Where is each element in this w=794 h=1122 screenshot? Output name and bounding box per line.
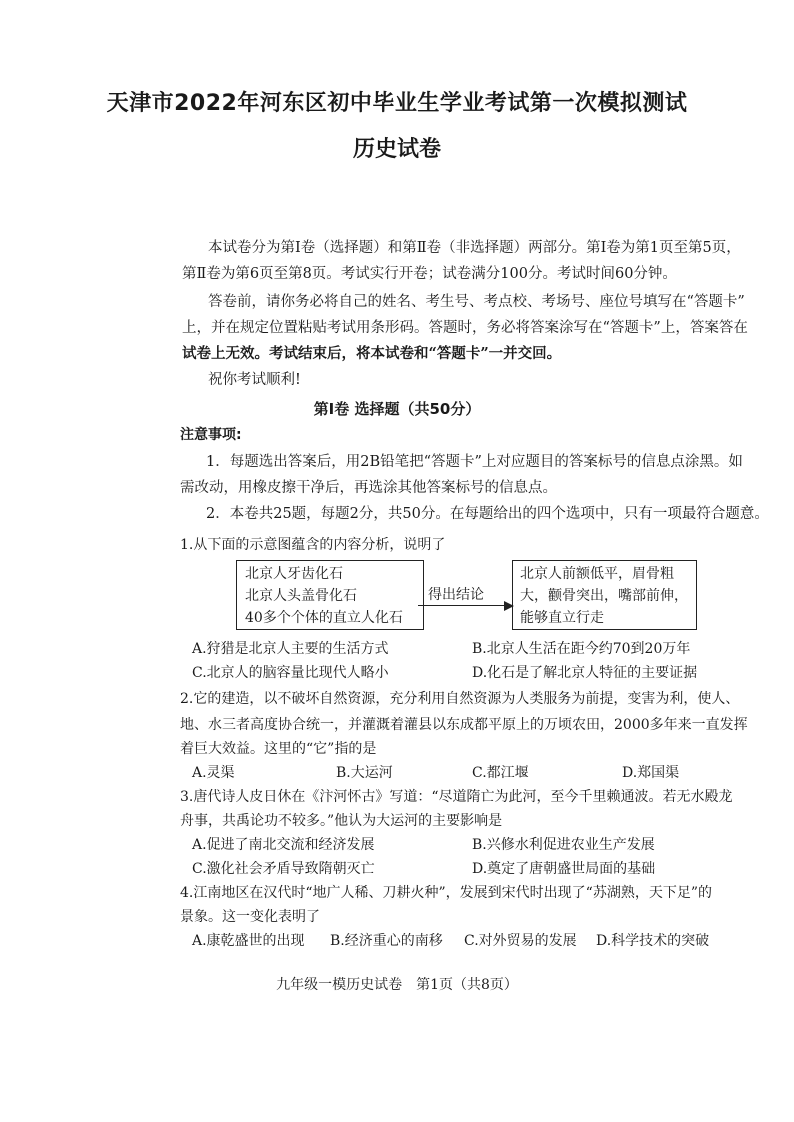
q1-option-b: B.北京人生活在距今约70到20万年 [472,641,691,657]
q1-option-c: C.北京人的脑容量比现代人略小 [192,665,389,681]
section-title: 第Ⅰ卷 选择题（共50分） [313,400,481,418]
q2-stem-line: 2.它的建造，以不破坏自然资源，充分利用自然资源为人类服务为前提，变害为利，使人、 [180,691,740,707]
q2-option-a: A.灵渠 [192,765,235,781]
q1-conclusion-line: 北京人前额低平，眉骨粗 [520,566,674,582]
q2-option-c: C.都江堰 [472,765,529,781]
q2-stem-line: 着巨大效益。这里的“它”指的是 [180,741,377,757]
q3-stem-line: 舟事，共禹论功不较多。”他认为大运河的主要影响是 [180,813,503,829]
q3-option-b: B.兴修水利促进农业生产发展 [472,837,655,853]
q1-conclusion-box [512,560,697,630]
q4-stem-line: 景象。这一变化表明了 [180,909,320,925]
q1-stem: 1.从下面的示意图蕴含的内容分析，说明了 [180,537,446,553]
exam-subtitle: 历史试卷 [352,137,441,162]
note1-line2: 需改动，用橡皮擦干净后，再选涂其他答案标号的信息点。 [180,480,557,496]
intro-p2-line1: 答卷前，请你务必将自己的姓名、考生号、考点校、考场号、座位号填写在“答题卡” [208,294,745,310]
note1-line1: 1．每题选出答案后，用2B铅笔把“答题卡”上对应题目的答案标号的信息点涂黑。如 [206,454,743,470]
q1-option-d: D.化石是了解北京人特征的主要证据 [472,665,698,681]
q4-option-d: D.科学技术的突破 [596,933,710,949]
q3-option-c: C.激化社会矛盾导致隋朝灭亡 [192,861,375,877]
intro-p2-line3: 试卷上无效。考试结束后，将本试卷和“答题卡”一并交回。 [182,345,562,362]
q1-option-a: A.狩猎是北京人主要的生活方式 [192,641,389,657]
q1-evidence-item: 北京人牙齿化石 [245,566,343,582]
q1-conclusion-line: 能够直立行走 [520,610,604,626]
q1-arrow-label: 得出结论 [428,587,484,603]
q4-option-b: B.经济重心的南移 [330,933,443,949]
q3-option-a: A.促进了南北交流和经济发展 [192,837,375,853]
q2-option-d: D.郑国渠 [622,765,680,781]
intro-wish: 祝你考试顺利! [208,372,301,388]
notes-title: 注意事项: [180,427,242,443]
q3-stem-line: 3.唐代诗人皮日休在《汴河怀古》写道：“尽道隋亡为此河，至今千里赖通波。若无水殿龙 [180,789,733,805]
intro-p2-line2: 上，并在规定位置粘贴考试用条形码。答题时，务必将答案涂写在“答题卡”上，答案答在 [182,320,748,336]
q1-arrow-line [418,605,506,606]
q4-option-a: A.康乾盛世的出现 [192,933,305,949]
q4-option-c: C.对外贸易的发展 [464,933,577,949]
q2-stem-line: 地、水三者高度协合统一，并灌溉着灌县以东成都平原上的万顷农田，2000多年来一直发挥 [180,717,748,733]
q1-evidence-item: 北京人头盖骨化石 [245,588,357,604]
q1-evidence-item: 40多个个体的直立人化石 [245,610,403,626]
q2-option-b: B.大运河 [336,765,393,781]
intro-p1-line2: 第Ⅱ卷为第6页至第8页。考试实行开卷；试卷满分100分。考试时间60分钟。 [182,266,677,282]
intro-p1-line1: 本试卷分为第Ⅰ卷（选择题）和第Ⅱ卷（非选择题）两部分。第Ⅰ卷为第1页至第5页， [208,240,741,256]
exam-title: 天津市2022年河东区初中毕业生学业考试第一次模拟测试 [106,91,688,116]
page-footer: 九年级一模历史试卷 第1页（共8页） [276,977,518,993]
q4-stem-line: 4.江南地区在汉代时“地广人稀、刀耕火种”，发展到宋代时出现了“苏湖熟，天下足”的 [180,885,712,901]
q3-option-d: D.奠定了唐朝盛世局面的基础 [472,861,656,877]
q1-conclusion-line: 大，颧骨突出，嘴部前伸， [520,588,688,604]
note2: 2．本卷共25题，每题2分，共50分。在每题给出的四个选项中，只有一项最符合题意。 [206,506,769,522]
q1-evidence-box [236,560,424,630]
